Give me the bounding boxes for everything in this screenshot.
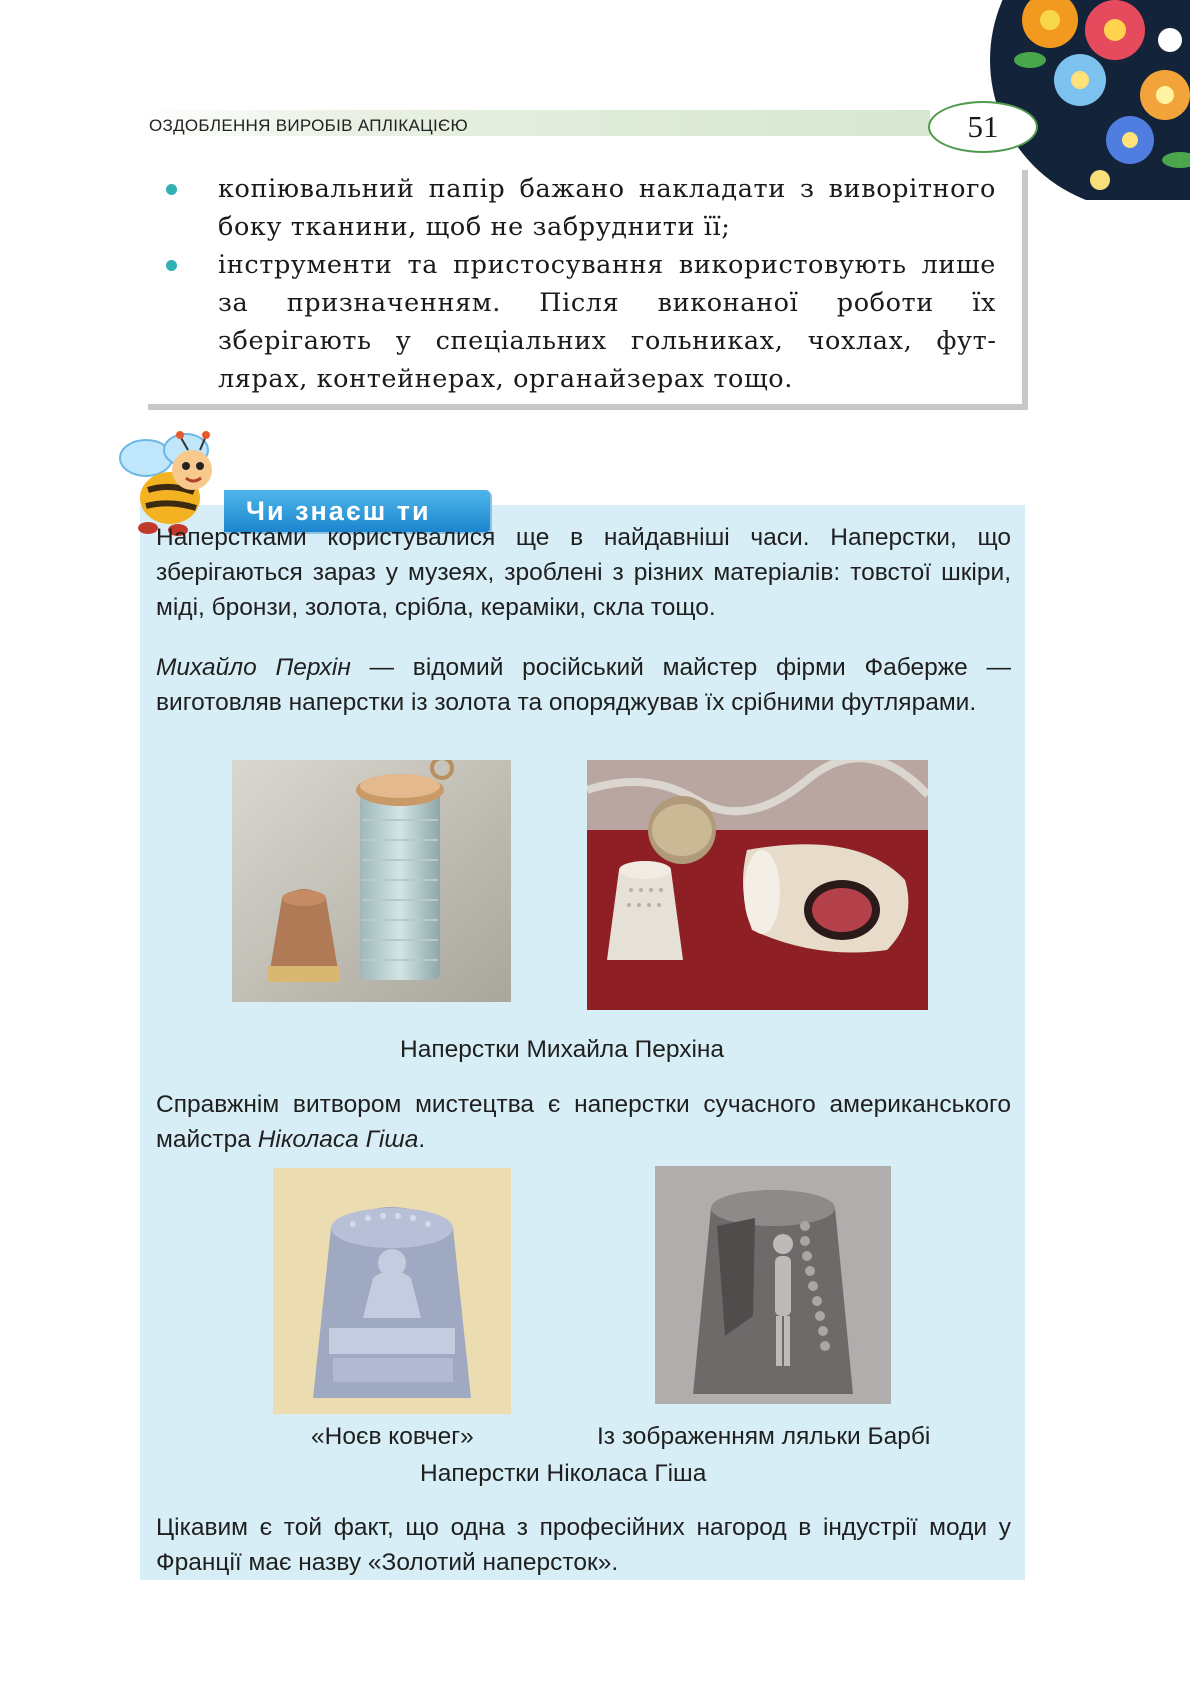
paragraph-gish [156, 1087, 1011, 1157]
caption-gish: Наперстки Ніколаса Гіша [420, 1460, 707, 1487]
paragraph-text: . [418, 1126, 426, 1153]
perkhin-thimbles-red-photo [587, 760, 928, 1010]
caption-perkhin: Наперстки Михайла Перхіна [400, 1036, 725, 1063]
page-number-badge [928, 101, 1038, 153]
person-name: Ніколаса Гіша [257, 1126, 419, 1153]
noahs-ark-thimble-photo [273, 1168, 511, 1414]
paragraph-history: Наперстками користувалися ще в найдавніші часи. Наперстки, що зберігаються зараз у музеях, зроблені з різних матеріалів: товстої шкіри, міді, бронзи, золота, срібла, кераміки, скла тощо. [156, 524, 1011, 621]
running-title: ОЗДОБЛЕННЯ ВИРОБІВ АПЛІКАЦІЄЮ [149, 116, 468, 135]
caption-noahs-ark: «Ноєв ковчег» [311, 1423, 474, 1450]
rule-text: копіювальний папір бажано накладати з виворітного боку тканини, щоб не забруднити її; [218, 174, 996, 242]
barbie-thimble-photo [655, 1166, 891, 1404]
rules-box [148, 170, 1028, 410]
rules-list [148, 170, 1022, 398]
paragraph-text: Справжнім витвором мистецтва є наперстки сучасного американського майстра [156, 1091, 1011, 1153]
caption-barbie: Із зображенням ляльки Барбі [597, 1423, 931, 1450]
paragraph-text: — відомий російський майстер фірми Фаберже — виготовляв наперстки із золота та опоряджував їх срібними футлярами. [156, 654, 1011, 716]
person-name: Михайло Перхін [156, 654, 351, 681]
bullet-icon [166, 260, 177, 271]
rule-text: інструменти та пристосування використовують лише за призначенням. Після виконаної роботи їх зберігають у спеціальних гольниках, чохлах, футлярах, контейнерах, органайзерах тощо. [218, 250, 996, 394]
paragraph-golden-thimble: Цікавим є той факт, що одна з професійних нагород в індустрії моди у Франції має назву «Золотий наперсток». [156, 1514, 1011, 1576]
did-you-know-title: Чи знаєш ти [246, 495, 431, 526]
page-number: 51 [967, 109, 999, 144]
list-item [148, 246, 1022, 398]
paragraph-perkhin [156, 650, 1011, 720]
bullet-icon [166, 184, 177, 195]
perkhin-thimble-case-photo [232, 760, 511, 1002]
list-item [148, 170, 1022, 246]
